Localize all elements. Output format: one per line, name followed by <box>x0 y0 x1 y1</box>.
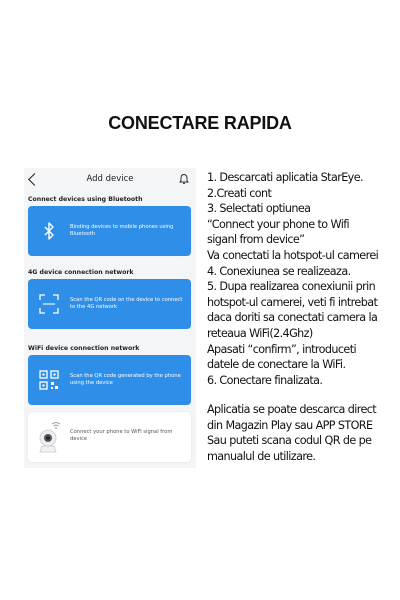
instruction-line: 2.Creati cont <box>207 186 272 200</box>
bluetooth-section-title: Connect devices using Bluetooth <box>28 196 143 203</box>
download-note <box>207 402 400 464</box>
note-line: Sau puteti scana codul QR de pe <box>207 434 372 448</box>
camera-wifi-icon <box>36 420 64 456</box>
instruction-line: Apasati “confirm”, introduceti <box>207 342 356 356</box>
instruction-line: 6. Conectare finalizata. <box>207 373 323 387</box>
wifi-hotspot-card[interactable] <box>28 412 191 462</box>
instruction-line: reteaua WiFi(2.4Ghz) <box>207 326 313 340</box>
wifi-hotspot-card-text: Connect your phone to WiFi signal from device <box>70 429 173 442</box>
instruction-line: 1. Descarcati aplicatia StarEye. <box>207 171 363 184</box>
wifi-qr-card-text: Scan the QR code generated by the phone using the device <box>70 373 181 386</box>
instruction-line: Va conectati la hotspot-ul camerei <box>207 248 379 262</box>
instruction-line: datele de conectare la WiFi. <box>207 358 346 372</box>
bell-icon[interactable] <box>178 173 190 185</box>
bluetooth-card-text: Binding devices to mobile phones using Bluetooth <box>70 224 174 237</box>
wifi-section-title: WiFi device connection network <box>28 345 140 352</box>
4g-card[interactable] <box>28 279 191 329</box>
instruction-line: siganl from device” <box>207 233 305 247</box>
qr-code-icon <box>38 369 60 391</box>
4g-section-title: 4G device connection network <box>28 269 134 276</box>
note-line: Aplicatia se poate descarca direct <box>207 403 377 416</box>
bluetooth-card[interactable] <box>28 206 191 256</box>
phone-header <box>24 168 196 194</box>
instruction-line: 3. Selectati optiunea <box>207 202 311 216</box>
note-line: din Magazin Play sau APP STORE <box>207 418 373 432</box>
instruction-line: hotspot-ul camerei, veti fi intrebat <box>207 295 378 309</box>
wifi-qr-card[interactable] <box>28 355 191 405</box>
instruction-line: 5. Dupa realizarea conexiunii prin <box>207 280 376 294</box>
instruction-line: daca doriti sa conectati camera la <box>207 311 378 325</box>
instruction-line: 4. Conexiunea se realizeaza. <box>207 264 351 278</box>
4g-card-text: Scan the QR code on the device to connect to the 4G network <box>70 297 183 310</box>
bluetooth-icon <box>38 220 60 242</box>
instructions-list <box>207 170 400 388</box>
phone-title: Add device <box>86 174 134 184</box>
instruction-line: “Connect your phone to Wifi <box>207 217 350 231</box>
note-line: manualul de utilizare. <box>207 449 316 463</box>
phone-screenshot <box>24 168 196 468</box>
scan-frame-icon <box>38 293 60 315</box>
page-title: CONECTARE RAPIDA <box>108 113 292 133</box>
